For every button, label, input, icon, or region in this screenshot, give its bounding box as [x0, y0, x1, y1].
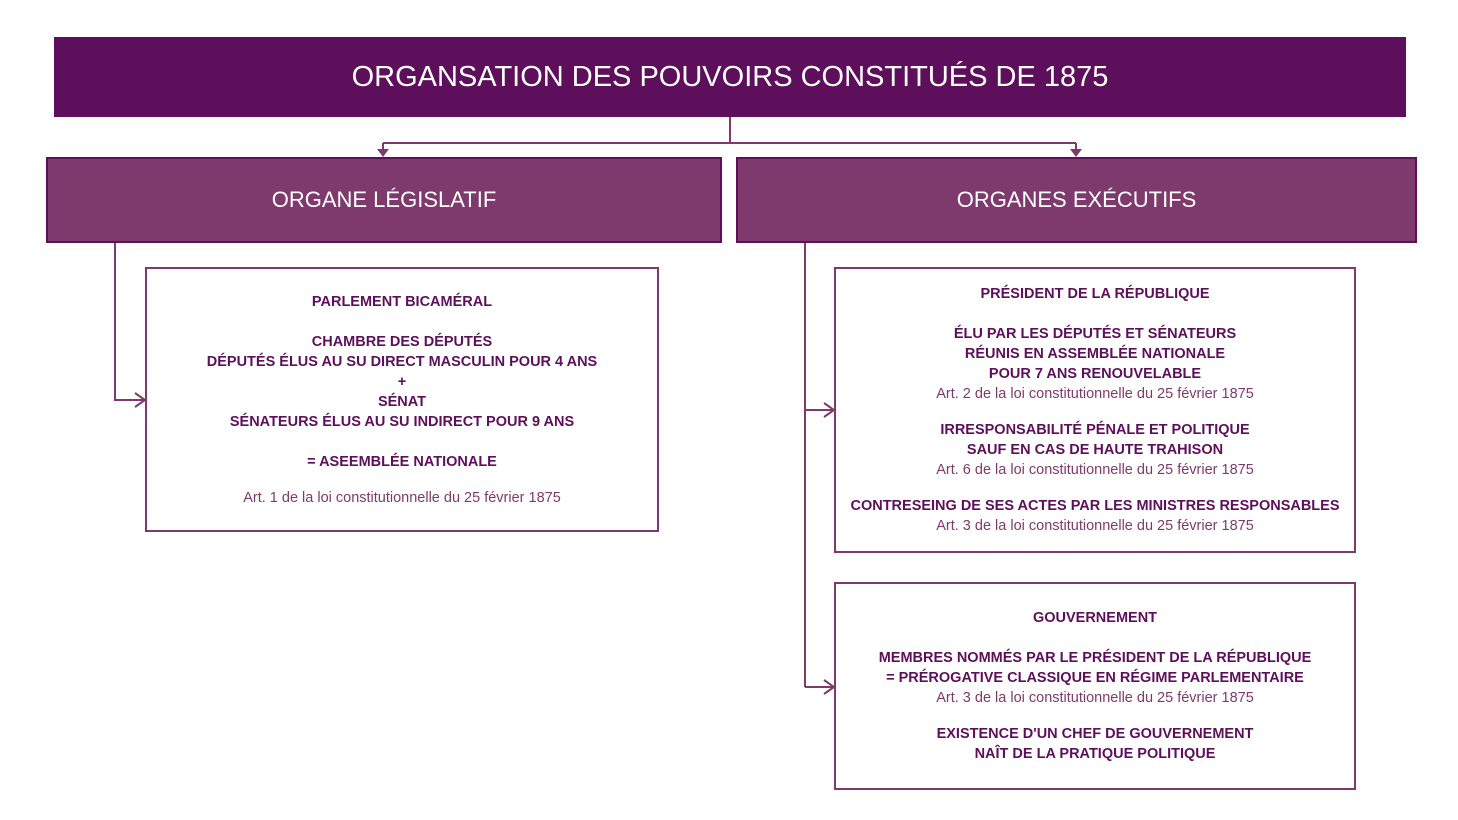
legislatif-connector	[115, 242, 143, 400]
president-election-line2: RÉUNIS EN ASSEMBLÉE NATIONALE	[964, 346, 1226, 362]
president-election-line3: POUR 7 ANS RENOUVELABLE	[988, 366, 1202, 382]
gouvernement-membres-article: Art. 3 de la loi constitutionnelle du 25 février 1875	[936, 690, 1254, 706]
president-contreseing-article: Art. 3 de la loi constitutionnelle du 25 février 1875	[936, 518, 1254, 534]
box-parlement	[145, 267, 659, 532]
president-heading: PRÉSIDENT DE LA RÉPUBLIQUE	[980, 286, 1210, 302]
gouvernement-heading: GOUVERNEMENT	[1032, 610, 1158, 626]
parlement-heading: PARLEMENT BICAMÉRAL	[311, 293, 493, 310]
plus-sign: +	[397, 373, 407, 390]
parlement-article: Art. 1 de la loi constitutionnelle du 25 février 1875	[243, 489, 561, 506]
senat: SÉNAT	[377, 393, 427, 410]
senateurs-election: SÉNATEURS ÉLUS AU SU INDIRECT POUR 9 ANS	[229, 413, 575, 430]
main-title	[54, 37, 1406, 117]
gouvernement-chef-line1: EXISTENCE D'UN CHEF DE GOUVERNEMENT	[936, 726, 1254, 742]
president-irresponsabilite-article: Art. 6 de la loi constitutionnelle du 25 février 1875	[936, 462, 1254, 478]
header-organes-executifs-text: ORGANES EXÉCUTIFS	[956, 187, 1197, 212]
chambre-deputes: CHAMBRE DES DÉPUTÉS	[311, 333, 493, 350]
deputes-election: DÉPUTÉS ÉLUS AU SU DIRECT MASCULIN POUR 4 ANS	[206, 353, 598, 370]
header-organe-legislatif-text: ORGANE LÉGISLATIF	[271, 187, 497, 212]
president-irresponsabilite-line2: SAUF EN CAS DE HAUTE TRAHISON	[966, 442, 1224, 458]
president-election-line1: ÉLU PAR LES DÉPUTÉS ET SÉNATEURS	[953, 326, 1237, 342]
assemblee-nationale: = ASEEMBLÉE NATIONALE	[307, 453, 497, 470]
header-organe-legislatif	[46, 157, 722, 243]
arrowhead-legislatif-header	[377, 149, 389, 157]
box-president	[834, 267, 1356, 553]
president-contreseing: CONTRESEING DE SES ACTES PAR LES MINISTRES RESPONSABLES	[850, 498, 1340, 514]
president-irresponsabilite-line1: IRRESPONSABILITÉ PÉNALE ET POLITIQUE	[940, 422, 1250, 438]
header-organes-executifs	[736, 157, 1417, 243]
gouvernement-membres-line1: MEMBRES NOMMÉS PAR LE PRÉSIDENT DE LA RÉPUBLIQUE	[878, 650, 1312, 666]
president-election-article: Art. 2 de la loi constitutionnelle du 25 février 1875	[936, 386, 1254, 402]
gouvernement-chef-line2: NAÎT DE LA PRATIQUE POLITIQUE	[974, 746, 1216, 762]
main-title-text: ORGANSATION DES POUVOIRS CONSTITUÉS DE 1875	[351, 60, 1109, 93]
gouvernement-membres-line2: = PRÉROGATIVE CLASSIQUE EN RÉGIME PARLEMENTAIRE	[886, 670, 1304, 686]
box-gouvernement	[834, 582, 1356, 790]
arrowhead-executif-header	[1070, 149, 1082, 157]
